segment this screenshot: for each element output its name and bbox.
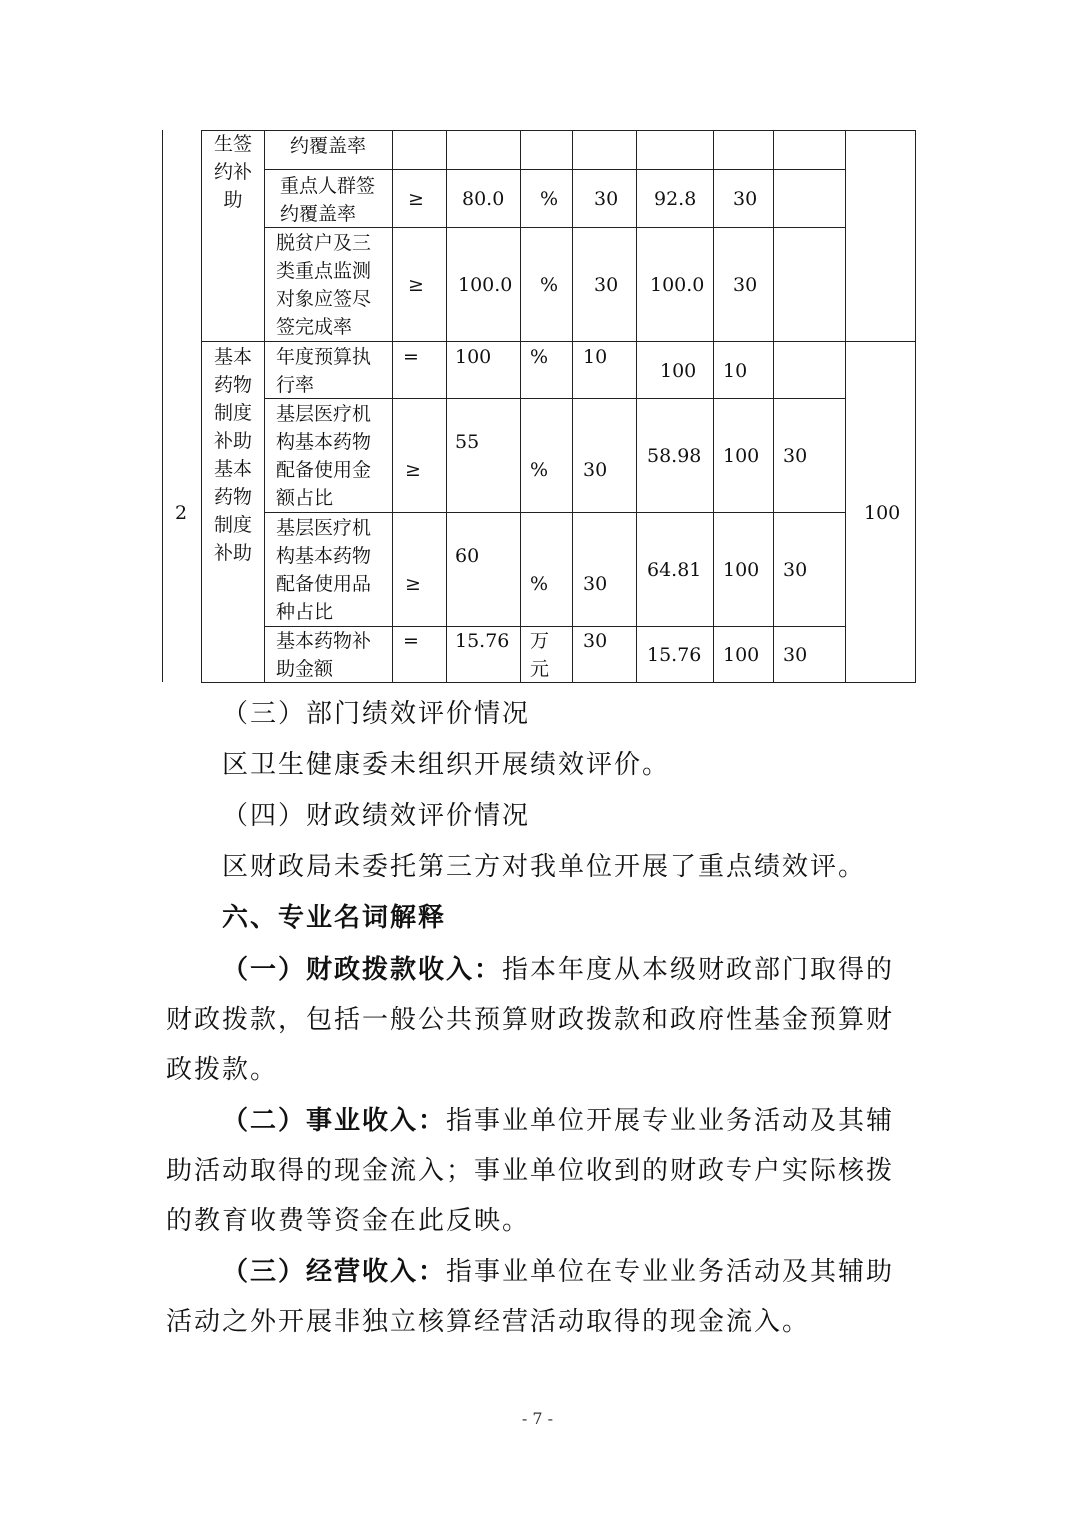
actual-value: 64.81 xyxy=(647,559,702,581)
score: 100 xyxy=(723,445,760,467)
table-col-divider xyxy=(845,130,846,682)
target-value: 100 xyxy=(455,346,492,368)
glossary-term: （一）财政拨款收入： xyxy=(222,955,503,985)
table-row-divider xyxy=(201,341,916,342)
extra-score: 30 xyxy=(783,559,808,581)
category-line: 药物 xyxy=(213,374,252,396)
operator: ≥ xyxy=(405,459,421,481)
unit: % xyxy=(530,346,549,368)
unit: % xyxy=(540,188,559,210)
glossary-entry-line xyxy=(222,1096,922,1146)
target-value: 80.0 xyxy=(462,188,505,210)
actual-value: 100.0 xyxy=(650,274,705,296)
target-value: 60 xyxy=(455,545,480,567)
glossary-text: 指事业单位在专业业务活动及其辅助 xyxy=(446,1257,895,1287)
indicator-line: 约覆盖率 xyxy=(290,135,367,157)
score: 10 xyxy=(723,360,748,382)
indicator-line: 类重点监测 xyxy=(276,260,372,282)
indicator-line: 配备使用金 xyxy=(276,459,372,481)
indicator-line: 种占比 xyxy=(276,601,334,623)
table-col-divider xyxy=(264,130,265,682)
actual-value: 92.8 xyxy=(654,188,697,210)
glossary-text: 指本年度从本级财政部门取得的 xyxy=(502,955,895,985)
table-row-divider xyxy=(201,130,916,131)
indicator-line: 额占比 xyxy=(276,487,334,509)
glossary-text: 助活动取得的现金流入；事业单位收到的财政专户实际核拨 xyxy=(166,1156,895,1186)
unit: % xyxy=(530,459,549,481)
table-col-divider xyxy=(572,130,573,682)
indicator-name xyxy=(280,172,375,228)
indicator-line: 助金额 xyxy=(276,658,334,680)
table-col-divider xyxy=(392,130,393,682)
table-col-divider xyxy=(446,130,447,682)
score: 30 xyxy=(733,188,758,210)
indicator-name xyxy=(276,514,371,626)
operator: ≥ xyxy=(408,274,424,296)
indicator-line: 年度预算执 xyxy=(276,346,372,368)
category-line: 基本 xyxy=(213,346,252,368)
actual-value: 15.76 xyxy=(647,644,702,666)
indicator-line: 对象应签尽 xyxy=(276,288,372,310)
actual-value: 100 xyxy=(660,360,697,382)
category-line: 制度 xyxy=(213,402,252,424)
operator: ≥ xyxy=(405,573,421,595)
glossary-term: （二）事业收入： xyxy=(222,1106,447,1136)
operator: = xyxy=(403,346,419,368)
unit xyxy=(530,627,549,683)
indicator-line: 签完成率 xyxy=(276,316,353,338)
category-line: 补助 xyxy=(213,430,252,452)
indicator-name xyxy=(276,400,371,512)
table-col-divider xyxy=(773,130,774,682)
target-value: 55 xyxy=(455,431,480,453)
indicator-line: 配备使用品 xyxy=(276,573,372,595)
paragraph: 区卫生健康委未组织开展绩效评价。 xyxy=(222,750,671,780)
unit-line: 万 xyxy=(530,630,550,652)
indicator-line: 行率 xyxy=(276,374,315,396)
glossary-term: （三）经营收入： xyxy=(222,1257,447,1287)
category-line: 基本 xyxy=(213,458,252,480)
score: 100 xyxy=(723,644,760,666)
indicator-name xyxy=(276,343,371,399)
performance-table xyxy=(0,0,1075,700)
page-number: - 7 - xyxy=(521,1409,554,1428)
extra-score: 30 xyxy=(783,445,808,467)
indicator-line: 构基本药物 xyxy=(276,545,372,567)
unit: % xyxy=(530,573,549,595)
table-row-divider xyxy=(264,512,845,513)
table-border-right xyxy=(915,130,916,682)
section-heading: （三）部门绩效评价情况 xyxy=(222,699,531,729)
table-row-divider xyxy=(264,169,845,170)
extra-score: 30 xyxy=(783,644,808,666)
weight: 30 xyxy=(583,459,608,481)
table-col-divider xyxy=(520,130,521,682)
indicator-name xyxy=(276,229,371,341)
operator: ≥ xyxy=(408,188,424,210)
actual-value: 58.98 xyxy=(647,445,702,467)
weight: 30 xyxy=(583,630,608,652)
category-line: 制度 xyxy=(213,514,252,536)
score: 30 xyxy=(733,274,758,296)
unit: % xyxy=(540,274,559,296)
category-line: 补助 xyxy=(213,542,252,564)
table-col-divider xyxy=(201,130,202,682)
indicator-line: 构基本药物 xyxy=(276,431,372,453)
glossary-text: 政拨款。 xyxy=(166,1055,279,1085)
operator: = xyxy=(403,630,419,652)
category-label xyxy=(212,130,254,214)
chapter-heading: 六、专业名词解释 xyxy=(222,903,447,933)
glossary-text: 的教育收费等资金在此反映。 xyxy=(166,1206,531,1236)
glossary-entry-line xyxy=(222,945,922,995)
indicator-name xyxy=(290,132,366,160)
category-line: 药物 xyxy=(213,486,252,508)
indicator-line: 基本药物补 xyxy=(276,630,372,652)
glossary-text: 活动之外开展非独立核算经营活动取得的现金流入。 xyxy=(166,1307,811,1337)
indicator-line: 基层医疗机 xyxy=(276,403,372,425)
indicator-name xyxy=(276,627,371,683)
total-score: 100 xyxy=(864,502,901,524)
table-col-divider xyxy=(713,130,714,682)
weight: 10 xyxy=(583,346,608,368)
score: 100 xyxy=(723,559,760,581)
glossary-text: 指事业单位开展专业业务活动及其辅 xyxy=(446,1106,895,1136)
glossary-text: 财政拨款，包括一般公共预算财政拨款和政府性基金预算财 xyxy=(166,1005,895,1035)
weight: 30 xyxy=(594,188,619,210)
category-line: 生签 xyxy=(213,133,252,155)
indicator-line: 脱贫户及三 xyxy=(276,232,372,254)
weight: 30 xyxy=(583,573,608,595)
category-line: 助 xyxy=(223,189,243,211)
weight: 30 xyxy=(594,274,619,296)
unit-line: 元 xyxy=(530,658,550,680)
indicator-line: 基层医疗机 xyxy=(276,517,372,539)
category-line: 约补 xyxy=(213,161,252,183)
section-heading: （四）财政绩效评价情况 xyxy=(222,801,531,831)
category-label xyxy=(212,343,254,567)
indicator-line: 约覆盖率 xyxy=(280,203,357,225)
row-index: 2 xyxy=(175,502,188,524)
paragraph: 区财政局未委托第三方对我单位开展了重点绩效评。 xyxy=(222,852,867,882)
target-value: 100.0 xyxy=(458,274,513,296)
table-border-left xyxy=(162,130,163,682)
glossary-entry-line xyxy=(222,1247,922,1297)
target-value: 15.76 xyxy=(455,630,510,652)
indicator-line: 重点人群签 xyxy=(280,175,376,197)
table-col-divider xyxy=(636,130,637,682)
